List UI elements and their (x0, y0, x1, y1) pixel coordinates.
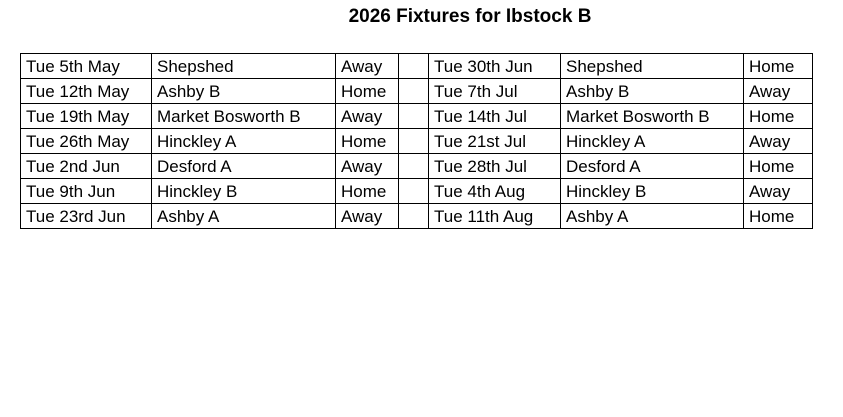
fixture-date: Tue 5th May (21, 54, 152, 79)
spacer-cell (399, 54, 429, 79)
table-row (21, 204, 813, 229)
fixture-date: Tue 26th May (21, 129, 152, 154)
fixture-date: Tue 4th Aug (429, 179, 561, 204)
fixture-opponent: Hinckley A (561, 129, 744, 154)
fixture-venue: Home (744, 54, 813, 79)
fixture-opponent: Ashby B (152, 79, 336, 104)
fixture-date: Tue 14th Jul (429, 104, 561, 129)
fixture-venue: Home (336, 179, 399, 204)
fixture-venue: Away (744, 179, 813, 204)
fixture-venue: Home (744, 104, 813, 129)
fixtures-table (20, 53, 813, 229)
table-row (21, 104, 813, 129)
fixture-opponent: Ashby A (561, 204, 744, 229)
fixture-date: Tue 2nd Jun (21, 154, 152, 179)
spacer-cell (399, 154, 429, 179)
fixture-date: Tue 12th May (21, 79, 152, 104)
fixture-venue: Home (744, 154, 813, 179)
spacer-cell (399, 204, 429, 229)
spacer-cell (399, 104, 429, 129)
fixture-opponent: Ashby B (561, 79, 744, 104)
fixture-venue: Home (336, 79, 399, 104)
fixture-opponent: Market Bosworth B (561, 104, 744, 129)
fixture-date: Tue 30th Jun (429, 54, 561, 79)
fixture-venue: Away (336, 104, 399, 129)
fixture-date: Tue 21st Jul (429, 129, 561, 154)
fixture-opponent: Desford A (152, 154, 336, 179)
fixture-opponent: Ashby A (152, 204, 336, 229)
fixture-opponent: Shepshed (561, 54, 744, 79)
fixture-opponent: Hinckley B (561, 179, 744, 204)
fixture-opponent: Shepshed (152, 54, 336, 79)
spacer-cell (399, 79, 429, 104)
fixture-venue: Away (336, 54, 399, 79)
page-title: 2026 Fixtures for Ibstock B (348, 6, 592, 27)
fixture-opponent: Hinckley A (152, 129, 336, 154)
fixture-venue: Away (744, 79, 813, 104)
fixture-venue: Away (336, 154, 399, 179)
fixture-venue: Home (336, 129, 399, 154)
table-row (21, 179, 813, 204)
table-row (21, 79, 813, 104)
table-row (21, 129, 813, 154)
fixture-opponent: Market Bosworth B (152, 104, 336, 129)
fixture-venue: Away (336, 204, 399, 229)
fixture-date: Tue 28th Jul (429, 154, 561, 179)
table-row (21, 154, 813, 179)
spacer-cell (399, 129, 429, 154)
fixture-venue: Home (744, 204, 813, 229)
table-row (21, 54, 813, 79)
spacer-cell (399, 179, 429, 204)
fixture-opponent: Hinckley B (152, 179, 336, 204)
fixture-date: Tue 19th May (21, 104, 152, 129)
fixture-opponent: Desford A (561, 154, 744, 179)
fixture-venue: Away (744, 129, 813, 154)
fixture-date: Tue 7th Jul (429, 79, 561, 104)
fixture-date: Tue 23rd Jun (21, 204, 152, 229)
fixture-date: Tue 11th Aug (429, 204, 561, 229)
fixture-date: Tue 9th Jun (21, 179, 152, 204)
